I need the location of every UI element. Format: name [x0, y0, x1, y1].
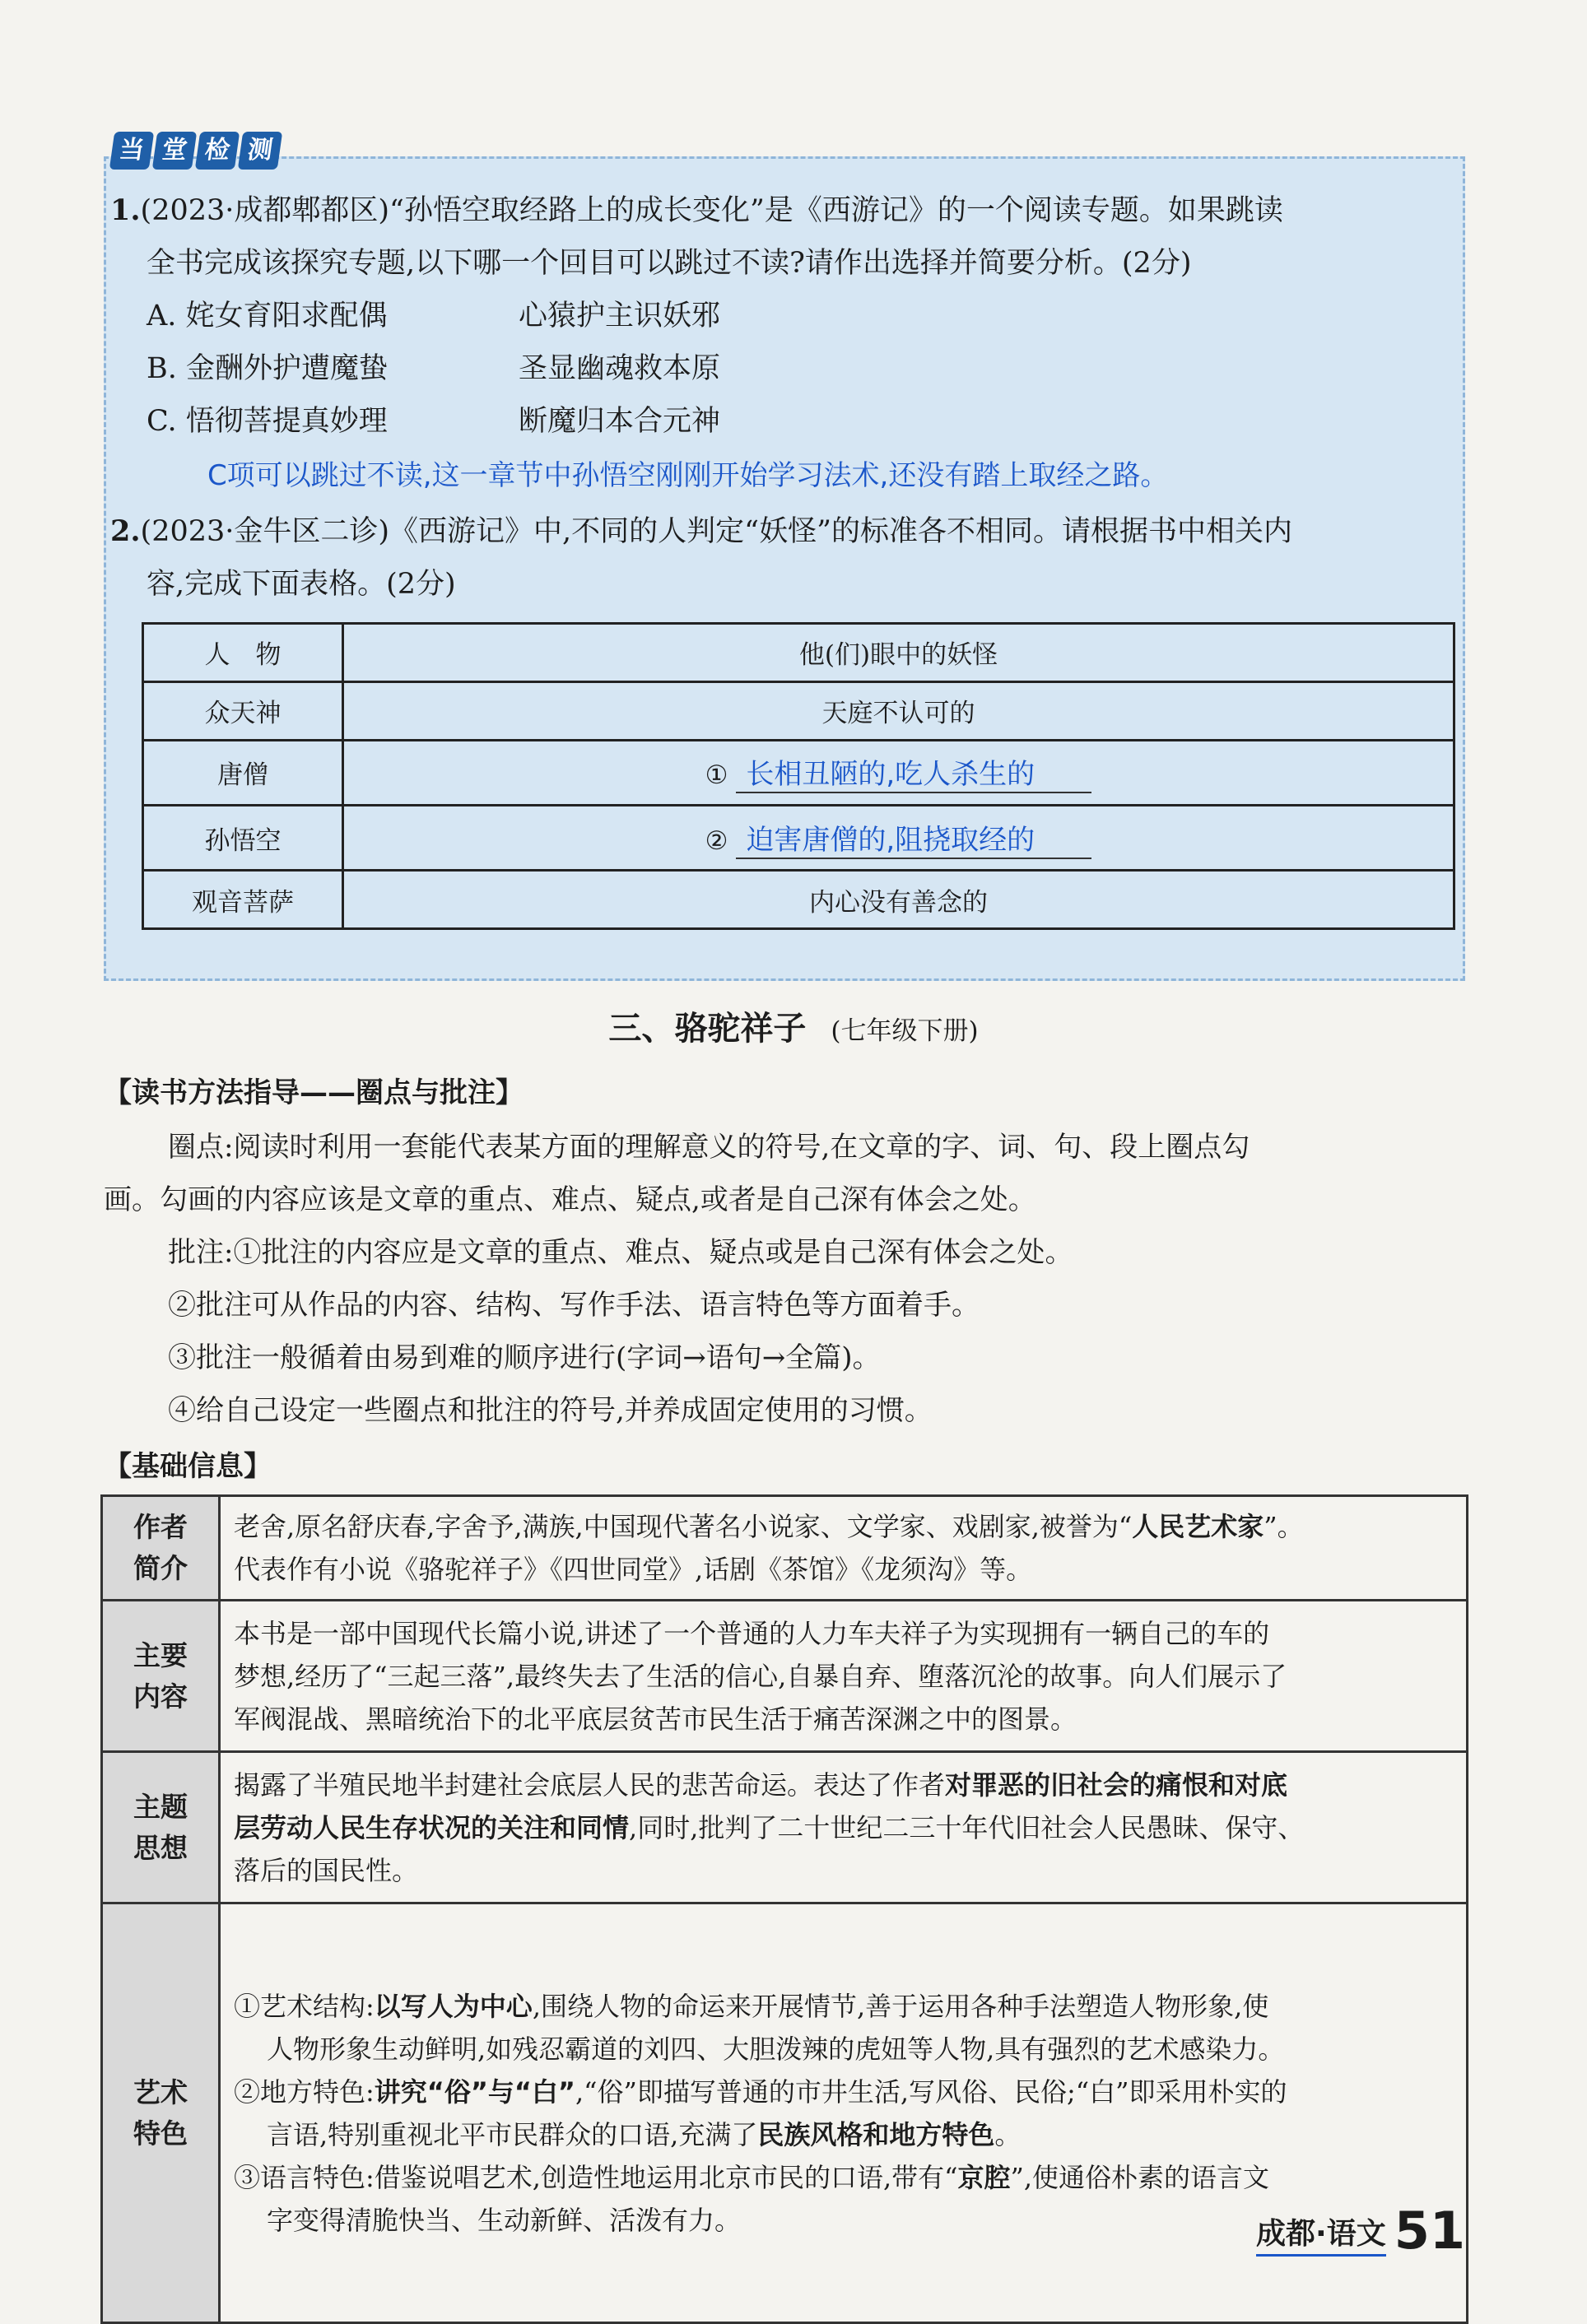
section-title-text: 三、骆驼祥子: [608, 1010, 807, 1048]
q1-option-a-right: 心猿护主识妖邪: [519, 300, 721, 332]
person-cell: 众天神: [143, 681, 343, 740]
table-header: 人 物: [143, 624, 343, 682]
person-cell: 孙悟空: [143, 805, 343, 870]
blank-marker: ①: [705, 760, 728, 791]
method-line: ④给自己设定一些圈点和批注的符号,并养成固定使用的习惯。: [168, 1394, 933, 1427]
table-row: [102, 1496, 1468, 1601]
method-line: 批注:①批注的内容应是文章的重点、难点、疑点或是自己深有体会之处。: [168, 1236, 1073, 1269]
view-cell: [343, 805, 1454, 870]
q2-line2: 容,完成下面表格。(2分): [147, 568, 456, 601]
q1-line2: 全书完成该探究专题,以下哪一个回目可以跳过不读?请作出选择并简要分析。(2分): [147, 247, 1192, 280]
page-number: 51: [1394, 2201, 1465, 2261]
author-intro: 老舍,原名舒庆春,字舍予,满族,中国现代著名小说家、文学家、戏剧家,被誉为“人民艺术家”。 代表作有小说《骆驼祥子》《四世同堂》,话剧《茶馆》《龙须沟》等。: [220, 1496, 1468, 1601]
table-row: [143, 740, 1454, 805]
person-cell: 唐僧: [143, 740, 343, 805]
person-cell: 观音菩萨: [143, 871, 343, 929]
view-cell: 天庭不认可的: [343, 681, 1454, 740]
method-line: 圈点:阅读时利用一套能代表某方面的理解意义的符号,在文章的字、词、句、段上圈点勾: [168, 1131, 1250, 1164]
q1-line1: 1.(2023·成都郫都区)“孙悟空取经路上的成长变化”是《西游记》的一个阅读专题。如果跳读: [110, 193, 1283, 227]
tag-char: 测: [238, 132, 282, 170]
q1-number: 1.: [110, 193, 141, 227]
view-cell: 内心没有善念的: [343, 871, 1454, 929]
q1-answer: C项可以跳过不读,这一章节中孙悟空刚刚开始学习法术,还没有踏上取经之路。: [207, 459, 1169, 492]
view-cell: [343, 740, 1454, 805]
q1-option-b-right: 圣显幽魂救本原: [519, 352, 721, 385]
method-line: 画。勾画的内容应该是文章的重点、难点、疑点,或者是自己深有体会之处。: [104, 1183, 1036, 1216]
q1-option-a-left: A. 姹女育阳求配偶: [147, 300, 388, 332]
yaoguai-table: [142, 622, 1455, 930]
tag-char: 堂: [152, 132, 197, 170]
table-row: [102, 1752, 1468, 1903]
table-row: [143, 681, 1454, 740]
classroom-test-tag: [109, 132, 282, 170]
q2-number: 2.: [110, 514, 141, 548]
answer-blank: 长相丑陋的,吃人杀生的: [736, 751, 1091, 793]
method-line: ②批注可从作品的内容、结构、写作手法、语言特色等方面着手。: [168, 1289, 980, 1322]
method-line: ③批注一般循着由易到难的顺序进行(字词→语句→全篇)。: [168, 1341, 881, 1374]
page-footer: [1256, 2201, 1465, 2261]
section-grade: (七年级下册): [831, 1016, 979, 1046]
q1-option-b-left: B. 金酬外护遭魔蛰: [147, 352, 388, 385]
method-heading: 【读书方法指导——圈点与批注】: [104, 1076, 524, 1109]
q2-line1: 2.(2023·金牛区二诊)《西游记》中,不同的人判定“妖怪”的标准各不相同。请根据书中相关内: [110, 514, 1292, 548]
table-row: [143, 871, 1454, 929]
theme-content: 揭露了半殖民地半封建社会底层人民的悲苦命运。表达了作者对罪恶的旧社会的痛恨和对底 层劳动人民生存状况的关注和同情,同时,批判了二十世纪二三十年代旧社会人民愚昧、保守、 落后的国民性。: [220, 1752, 1468, 1903]
row-label: 主要 内容: [102, 1601, 220, 1752]
table-row: [143, 805, 1454, 870]
tag-char: 检: [195, 132, 240, 170]
row-label: 主题 思想: [102, 1752, 220, 1903]
table-header-row: [143, 624, 1454, 682]
table-row: [102, 1601, 1468, 1752]
row-label: 作者 简介: [102, 1496, 220, 1601]
tag-char: 当: [109, 132, 154, 170]
answer-blank: 迫害唐僧的,阻挠取经的: [736, 817, 1091, 859]
basic-heading: 【基础信息】: [104, 1450, 272, 1483]
footer-label: 成都·语文: [1256, 2210, 1386, 2257]
section-title: [0, 1002, 1587, 1049]
table-header: 他(们)眼中的妖怪: [343, 624, 1454, 682]
table-row: [102, 1903, 1468, 2323]
q1-option-c-left: C. 悟彻菩提真妙理: [147, 405, 388, 438]
blank-marker: ②: [705, 825, 728, 856]
row-label: 艺术 特色: [102, 1903, 220, 2323]
basic-info-table: [100, 1494, 1468, 2324]
main-content: 本书是一部中国现代长篇小说,讲述了一个普通的人力车夫祥子为实现拥有一辆自己的车的 梦想,经历了“三起三落”,最终失去了生活的信心,自暴自弃、堕落沉沦的故事。向人们展示了 军阀混战、黑暗统治下的北平底层贫苦市民生活于痛苦深渊之中的图景。: [220, 1601, 1468, 1752]
art-features: ①艺术结构:以写人为中心,围绕人物的命运来开展情节,善于运用各种手法塑造人物形象,使 人物形象生动鲜明,如残忍霸道的刘四、大胆泼辣的虎妞等人物,具有强烈的艺术感染力。 ②地方特色:讲究“俗”与“白”,“俗”即描写普通的市井生活,写风俗、民俗;“白”即采用朴实的 言语,特别重视北平市民群众的口语,充满了民族风格和地方特色。 ③语言特色:借鉴说唱艺术,创造性地运用北京市民的口语,带有“京腔”,使通俗朴素的语言文 字变得清脆快当、生动新鲜、活泼有力。: [220, 1903, 1468, 2323]
q1-option-c-right: 断魔归本合元神: [519, 405, 721, 438]
